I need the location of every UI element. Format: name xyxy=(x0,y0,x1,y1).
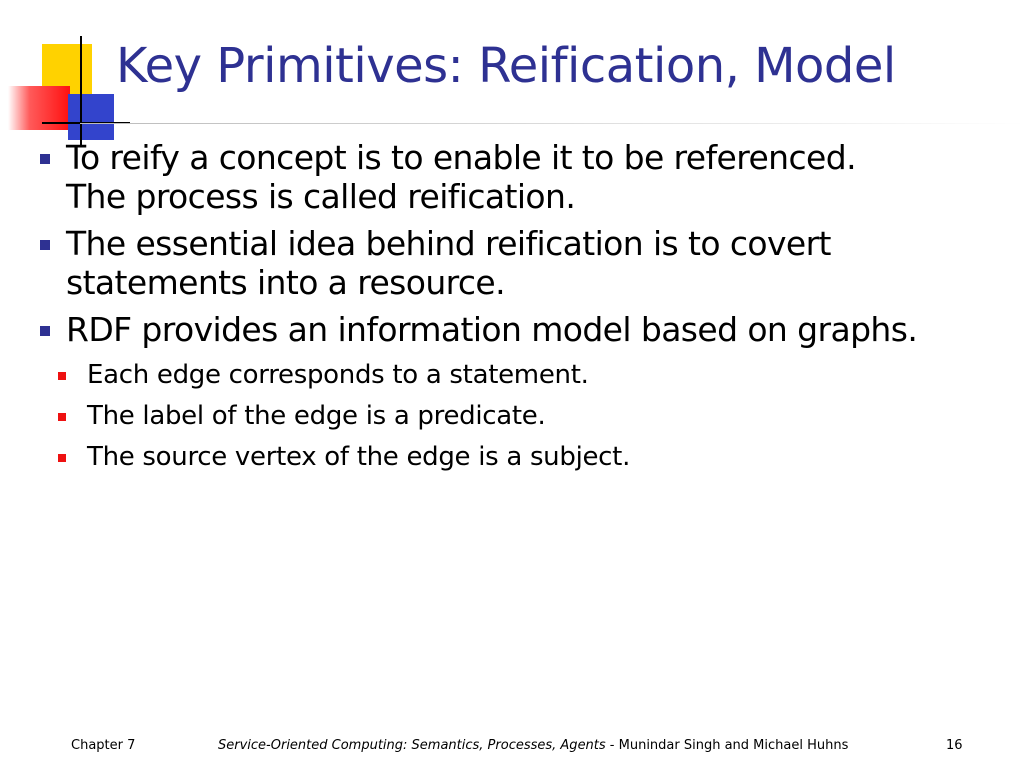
bullet-item xyxy=(0,310,1010,349)
title-divider xyxy=(80,123,1024,124)
sub-bullet-text: Each edge corresponds to a statement. xyxy=(87,360,589,390)
square-bullet-icon xyxy=(58,372,66,380)
bullet-item xyxy=(0,224,1010,302)
bullet-line: The process is called reification. xyxy=(66,177,576,216)
bullet-line: RDF provides an information model based on graphs. xyxy=(66,310,918,349)
bullet-line: To reify a concept is to enable it to be referenced. xyxy=(66,138,856,177)
footer-authors: - Munindar Singh and Michael Huhns xyxy=(605,738,849,753)
slide-body xyxy=(0,138,1024,482)
bullet-item xyxy=(0,138,1010,216)
square-bullet-icon xyxy=(40,326,50,336)
slide-title: Key Primitives: Reification, Model xyxy=(116,38,896,94)
square-bullet-icon xyxy=(58,454,66,462)
logo-blue-square xyxy=(68,94,114,140)
bullet-line: statements into a resource. xyxy=(66,263,506,302)
sub-bullet-text: The label of the edge is a predicate. xyxy=(87,401,546,431)
logo-vertical-line xyxy=(80,36,82,146)
footer-chapter: Chapter 7 xyxy=(71,738,136,753)
bullet-line: The essential idea behind reification is to covert xyxy=(66,224,831,263)
footer-page-number: 16 xyxy=(946,738,963,753)
footer-citation xyxy=(218,738,848,753)
sub-bullet-item xyxy=(0,441,1024,473)
square-bullet-icon xyxy=(58,413,66,421)
square-bullet-icon xyxy=(40,154,50,164)
sub-bullet-text: The source vertex of the edge is a subject. xyxy=(87,442,631,472)
footer-book-title: Service-Oriented Computing: Semantics, Processes, Agents xyxy=(218,738,606,753)
sub-bullet-item xyxy=(0,400,1024,432)
square-bullet-icon xyxy=(40,240,50,250)
sub-bullet-item xyxy=(0,359,1024,391)
